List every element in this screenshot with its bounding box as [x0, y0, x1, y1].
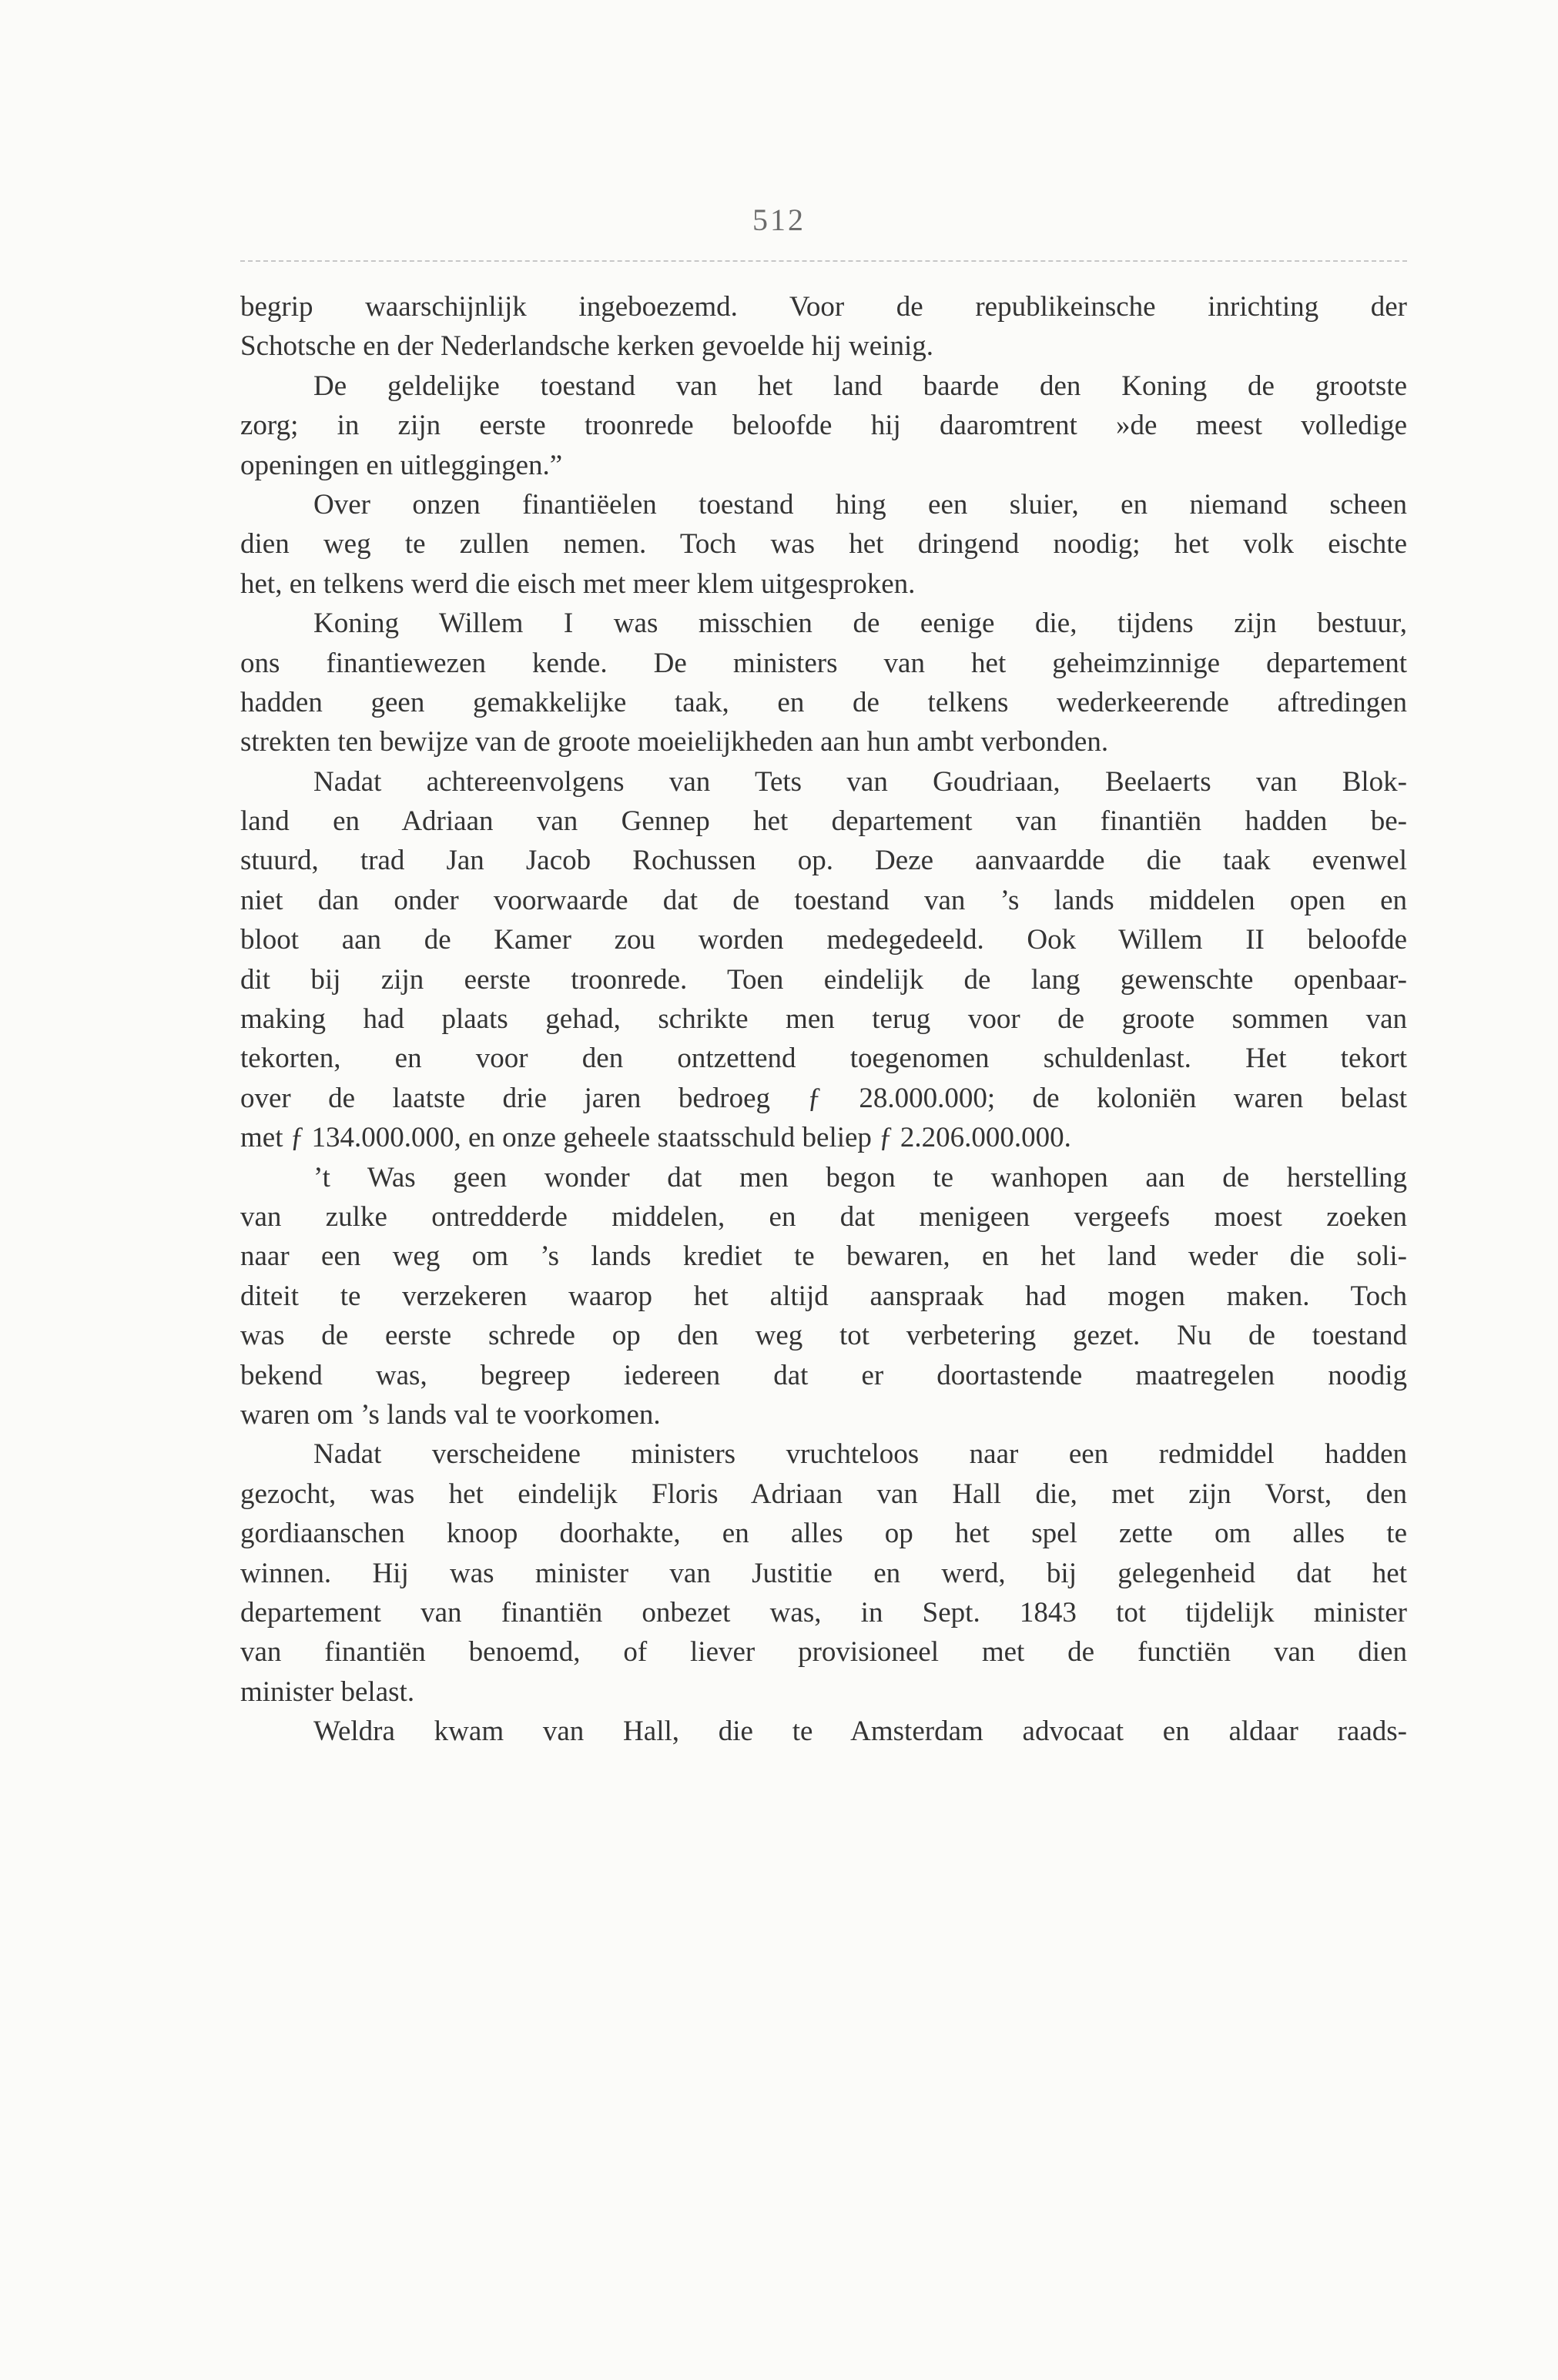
- text-line: openingen en uitleggingen.”: [240, 449, 563, 481]
- text-line: van zulke ontredderde middelen, en dat menigeen vergeefs moest zoeken: [240, 1200, 1407, 1233]
- body-text: [240, 287, 1407, 1751]
- text-line: Weldra kwam van Hall, die te Amsterdam advocaat en aldaar raads-: [313, 1716, 1407, 1748]
- text-line: stuurd, trad Jan Jacob Rochussen op. Deze aanvaardde die taak evenwel: [240, 845, 1407, 877]
- text-line: dit bij zijn eerste troonrede. Toen eindelijk de lang gewenschte openbaar-: [240, 963, 1407, 996]
- text-line: met ƒ 134.000.000, en onze geheele staatsschuld beliep ƒ 2.206.000.000.: [240, 1122, 1071, 1154]
- text-line: Nadat achtereenvolgens van Tets van Goudriaan, Beelaerts van Blok-: [313, 765, 1407, 798]
- text-line: Nadat verscheidene ministers vruchteloos naar een redmiddel hadden: [313, 1438, 1407, 1471]
- text-line: bloot aan de Kamer zou worden medegedeeld. Ook Willem II beloofde: [240, 924, 1407, 956]
- text-line: Over onzen finantiëelen toestand hing een sluier, en niemand scheen: [313, 488, 1407, 521]
- text-line: over de laatste drie jaren bedroeg ƒ 28.000.000; de koloniën waren belast: [240, 1082, 1407, 1114]
- text-line: Schotsche en der Nederlandsche kerken gevoelde hij weinig.: [240, 330, 933, 363]
- text-line: land en Adriaan van Gennep het departement van finantiën hadden be-: [240, 805, 1407, 838]
- text-line: hadden geen gemakkelijke taak, en de telkens wederkeerende aftredingen: [240, 686, 1407, 718]
- text-line: De geldelijke toestand van het land baarde den Koning de grootste: [313, 370, 1407, 402]
- text-line: waren om ’s lands val te voorkomen.: [240, 1398, 661, 1431]
- text-line: strekten ten bewijze van de groote moeielijkheden aan hun ambt verbonden.: [240, 726, 1109, 758]
- text-line: tekorten, en voor den ontzettend toegenomen schuldenlast. Het tekort: [240, 1043, 1407, 1075]
- text-line: ’t Was geen wonder dat men begon te wanhopen aan de herstelling: [313, 1161, 1407, 1193]
- text-line: ons finantiewezen kende. De ministers van het geheimzinnige departement: [240, 647, 1407, 679]
- text-line: gordiaanschen knoop doorhakte, en alles op het spel zette om alles te: [240, 1518, 1407, 1550]
- text-line: making had plaats gehad, schrikte men terug voor de groote sommen van: [240, 1003, 1407, 1036]
- text-line: diteit te verzekeren waarop het altijd aanspraak had mogen maken. Toch: [240, 1280, 1407, 1312]
- header-rule: [240, 260, 1407, 262]
- text-line: het, en telkens werd die eisch met meer klem uitgesproken.: [240, 567, 916, 600]
- text-line: Koning Willem I was misschien de eenige die, tijdens zijn bestuur,: [313, 608, 1407, 640]
- text-line: van finantiën benoemd, of liever provisioneel met de functiën van dien: [240, 1636, 1407, 1669]
- text-line: niet dan onder voorwaarde dat de toestand van ’s lands middelen open en: [240, 884, 1407, 916]
- text-line: was de eerste schrede op den weg tot verbetering gezet. Nu de toestand: [240, 1320, 1407, 1352]
- text-line: minister belast.: [240, 1675, 415, 1708]
- text-line: zorg; in zijn eerste troonrede beloofde hij daaromtrent »de meest volledige: [240, 410, 1407, 442]
- text-line: begrip waarschijnlijk ingeboezemd. Voor de republikeinsche inrichting der: [240, 291, 1407, 323]
- text-line: dien weg te zullen nemen. Toch was het dringend noodig; het volk eischte: [240, 528, 1407, 561]
- text-line: departement van finantiën onbezet was, in Sept. 1843 tot tijdelijk minister: [240, 1596, 1407, 1629]
- text-line: gezocht, was het eindelijk Floris Adriaan van Hall die, met zijn Vorst, den: [240, 1478, 1407, 1510]
- text-line: winnen. Hij was minister van Justitie en werd, bij gelegenheid dat het: [240, 1557, 1407, 1589]
- page-number: 512: [752, 203, 806, 237]
- text-line: naar een weg om ’s lands krediet te bewaren, en het land weder die soli-: [240, 1240, 1407, 1273]
- text-line: bekend was, begreep iedereen dat er doortastende maatregelen noodig: [240, 1359, 1407, 1391]
